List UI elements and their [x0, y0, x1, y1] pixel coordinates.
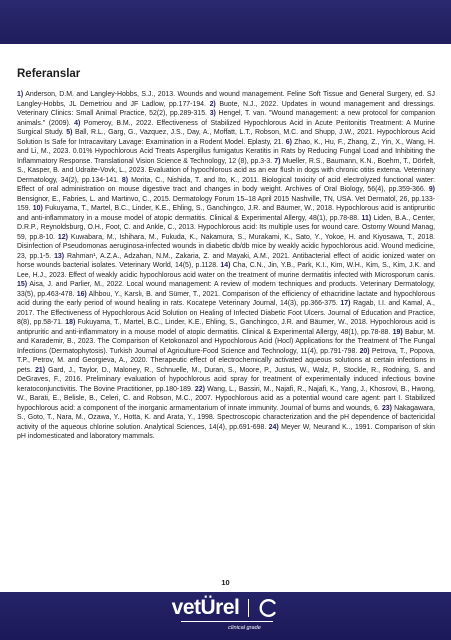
reference-number: 22) — [194, 385, 205, 393]
reference-number: 7) — [274, 157, 281, 165]
reference-number: 17) — [340, 300, 351, 307]
reference-text: Wang, L., Bassiri, M., Najafi, R., Najafi, K., Yang, J., Khosrovi, B., Hwong, W., Barati, E., Belisle, B., Celeri, C. and Robson, M.C., 2007. Hypochlorous acid as a potential wound care agent: part I. Stabilized hypochlorous acid: a component of the inorganic armamentarium of innate immunity. Journal of burns and wounds, 6. — [17, 385, 435, 412]
reference-text: Hengel, T. van. "Wound management: a new protocol for companion animals." (2009). — [17, 110, 436, 127]
reference-number: 1) — [17, 91, 24, 98]
reference-text: Mueller, R.S., Baumann, K.N., Boehm, T., Dörfelt, S., Kasper, B. and Udraite-Vovk, L., 2023. Evaluation of hypochlorous acid as an ear flush in dogs with chronic otitis externa. Veterinary Dermatology, 34(2), pp.134-141. — [17, 157, 436, 184]
page-number: 10 — [221, 578, 230, 587]
logo-divider — [248, 599, 249, 617]
reference-number: 16) — [76, 290, 87, 298]
reference-text: Morita, C., Nishida, T. and Ito, K., 2011. Biological toxicity of acid electrolyzed functional water: Effect of oral administration on mouse digestive tract and changes in body weight. Archives of Oral Biology, 56(4), pp.359-366. — [17, 176, 435, 193]
reference-text: Buote, N.J., 2022. Updates in wound management and dressings. Veterinary Clinics: Small Animal Practice, 52(2), pp.289-315. — [17, 100, 435, 117]
reference-text: Gard, J., Taylor, D., Maloney, R., Schnuelle, M., Duran, S., Moore, P., Justus, W., Walz, P., Stockle, R., Rodning, S. and DeGraves, F., 2016. Preliminary evaluation of hypochlorous acid spray for treatment of experimentally induced infectious bovine keratoconjunctivitis. The Bovine Practitioner, pp.180-189. — [17, 366, 435, 393]
reference-number: 11) — [361, 214, 372, 222]
reference-text: Rahman¹, A.Z.A., Adzahan, N.M., Zakaria, Z. and Mayaki, A.M., 2021. Antibacterial effect of acidic ionized water on horse wounds bacterial isolates. Veterinary World, 14(5), p.1128. — [17, 252, 436, 269]
reference-number: 23) — [381, 404, 392, 412]
reference-number: 4) — [74, 119, 81, 127]
reference-text: Cha, C.N., Jin, Y.B., Park, K.I., Kim, W.H., Kim, S., Kim, J.K. and Lee, H.J., 2023. Effect of weakly acidic hypochlorous acid water on the treatment of murine dermatitis infected with Microsporum canis. — [17, 262, 435, 279]
reference-item — [17, 319, 435, 336]
logo-underline — [181, 621, 273, 622]
references-section — [17, 68, 435, 442]
reference-number: 21) — [35, 366, 46, 374]
reference-number: 14) — [220, 262, 231, 269]
reference-number: 18) — [65, 319, 76, 326]
footer-band — [0, 592, 451, 640]
reference-text: Ragab, I.I. and Kamal, A., 2017. The Effectiveness of Hypochlorous Acid Solution on Healing of Infected Diabetic Foot Ulcers. Journal of Education and Practice, 8(8), pp.58-71. — [17, 300, 435, 326]
logo-tagline: clinical grade — [228, 625, 261, 631]
reference-text: Meyer W, Neurand K.., 1991. Comparison of skin pH indomesticated and laboratory mammals. — [17, 423, 435, 440]
reference-number: 10) — [32, 205, 43, 212]
reference-number: 2) — [209, 100, 216, 108]
reference-number: 12) — [57, 233, 68, 241]
reference-list — [17, 90, 435, 442]
reference-number: 6) — [285, 138, 292, 146]
reference-number: 19) — [392, 328, 403, 336]
reference-text: Aisa, J. and Parlier, M., 2022. Local wound management: A review of modern techniques and products. Veterinary Dermatology, 33(5), pp.463-478. — [17, 281, 435, 298]
brand-logo — [0, 596, 451, 631]
reference-number: 13) — [54, 252, 65, 260]
reference-text: Bensignor, E., Fabries, L. and Martinvo, C., 2015. Dermatology Forum 15–18 April 2015 Nashville, TN, USA. Vet Dermatol, 26, pp.133-159. — [17, 195, 435, 212]
reference-text: Liden, B.A., Center, D.R.P., Reynoldsburg, O.H., Foot, C. and Ankle, C., 2013. Hypochlorous acid: Its multiple uses for wound care. Ostomy Wound Manag, 59, pp.8-10. — [17, 214, 435, 241]
reference-number: 20) — [359, 347, 370, 355]
reference-text: Alhbou, Y., Karslı, B. and Sümer, T., 2021. Comparison of the efficiency of ethacridine lactate and hypochlorous acid during the early period of wound healing in rats. Kocatepe Veterinary Journal, 14(3), pp.366-375. — [17, 290, 435, 307]
reference-number: 24) — [268, 423, 279, 431]
logo-wordmark: vetÜrel — [171, 596, 240, 619]
reference-text: Kuwabara, M., Ishihara, M., Fukuda, K., Nakamura, S., Murakami, K., Sato, Y., Yokoe, H. and Kiyosawa, T., 2018. Disinfection of Pseudomonas aeruginosa-infected wounds in diabetic db/db mice by weakly acidic hypochlorous acid. Wound medicine, 23, pp.1-5. — [17, 233, 435, 260]
reference-text: Zhao, K., Hu, F., Zhang, Z., Yin, X., Wang, H. and Li, M., 2023. 0.01% Hypochlorous Acid Treats Aspergillus fumigatus Keratitis in Rats by Reducing Fungal Load and Inhibiting the Inflammatory Response. Translational Vision Science & Technology, 12 (8), pp.3-3. — [17, 138, 435, 165]
reference-text: Nakagawara, S., Goto, T., Nara, M., Ozawa, Y., Hotta, K. and Arata, Y., 1998. Spectroscopic characterization and the pH dependence of bactericidal activity of the aqueous chlorine solution. Analytical Sciences, 14(4), pp.691-698. — [17, 404, 435, 431]
reference-number: 5) — [66, 129, 73, 136]
section-title: Referanslar — [17, 68, 81, 80]
reference-text: Fukuyama, T., Martel, B.C., Linder, K.E., Ehling, S., Ganchingco, J.R. and Bäumer, W., 2018. Hypochlorous acid is antipruritic and anti-inflammatory in a mouse model of atopic dermatitis. Clinical & Experimental Allergy, 48(1), pp.78-88. — [17, 205, 435, 222]
reference-number: 8) — [121, 176, 129, 184]
reference-text: Babur, M. and Karademir, B., 2023. The Comparison of Ketokonazol and Hypochlorous Acid (Hocl) Applications for the Treatment of The Fungal Infections (Dermatophytosis). Turkish Journal of Agriculture-Food Science and Technology, 11(4), pp.791-798. — [17, 328, 435, 355]
header-band — [0, 0, 451, 44]
reference-number: 9) — [428, 186, 435, 193]
reference-text: Pomeroy, B.M., 2022. Effectiveness of Stabilized Hypochlorous Acid in Acute Peritonitis Treatment: A Murine Surgical Study. — [17, 119, 435, 136]
reference-text: Anderson, D.M. and Langley-Hobbs, S.J., 2013. Wounds and wound management. Feline Soft Tissue and General Surgery, ed. SJ Langley-Hobbs, JL Demetriou and JF Ladlow, pp.177-194. — [17, 91, 435, 108]
logo-c-icon — [257, 597, 279, 619]
reference-number: 3) — [209, 110, 216, 117]
reference-text: Petrova, T., Popova, T.P., Petrov, M. and Georgieva, A., 2020. Therapeutic effect of electrochemically activated aqueous solutions at certain infections in pets. — [17, 347, 435, 374]
reference-number: 15) — [17, 281, 28, 288]
reference-text: Fukuyama, T., Martel, B.C., Linder, K.E., Ehling, S., Ganchingco, J.R. and Bäumer, W., 2018. Hypochlorous acid is antipruritic and anti-inflammatory in a mouse model of atopic dermatitis. Clinical & Experimental Allergy, 48(1), pp.78-88. — [17, 319, 435, 336]
reference-text: Ball, R.L., Garg, G., Vazquez, J.S., Day, A., Moffatt, L.T., Robson, M.C. and Shupp, J.W., 2021. Hypochlorous Acid Solution Is Safe for Intracavitary Lavage: Examination in a Rodent Model. Eplasty, 21. — [17, 129, 435, 146]
